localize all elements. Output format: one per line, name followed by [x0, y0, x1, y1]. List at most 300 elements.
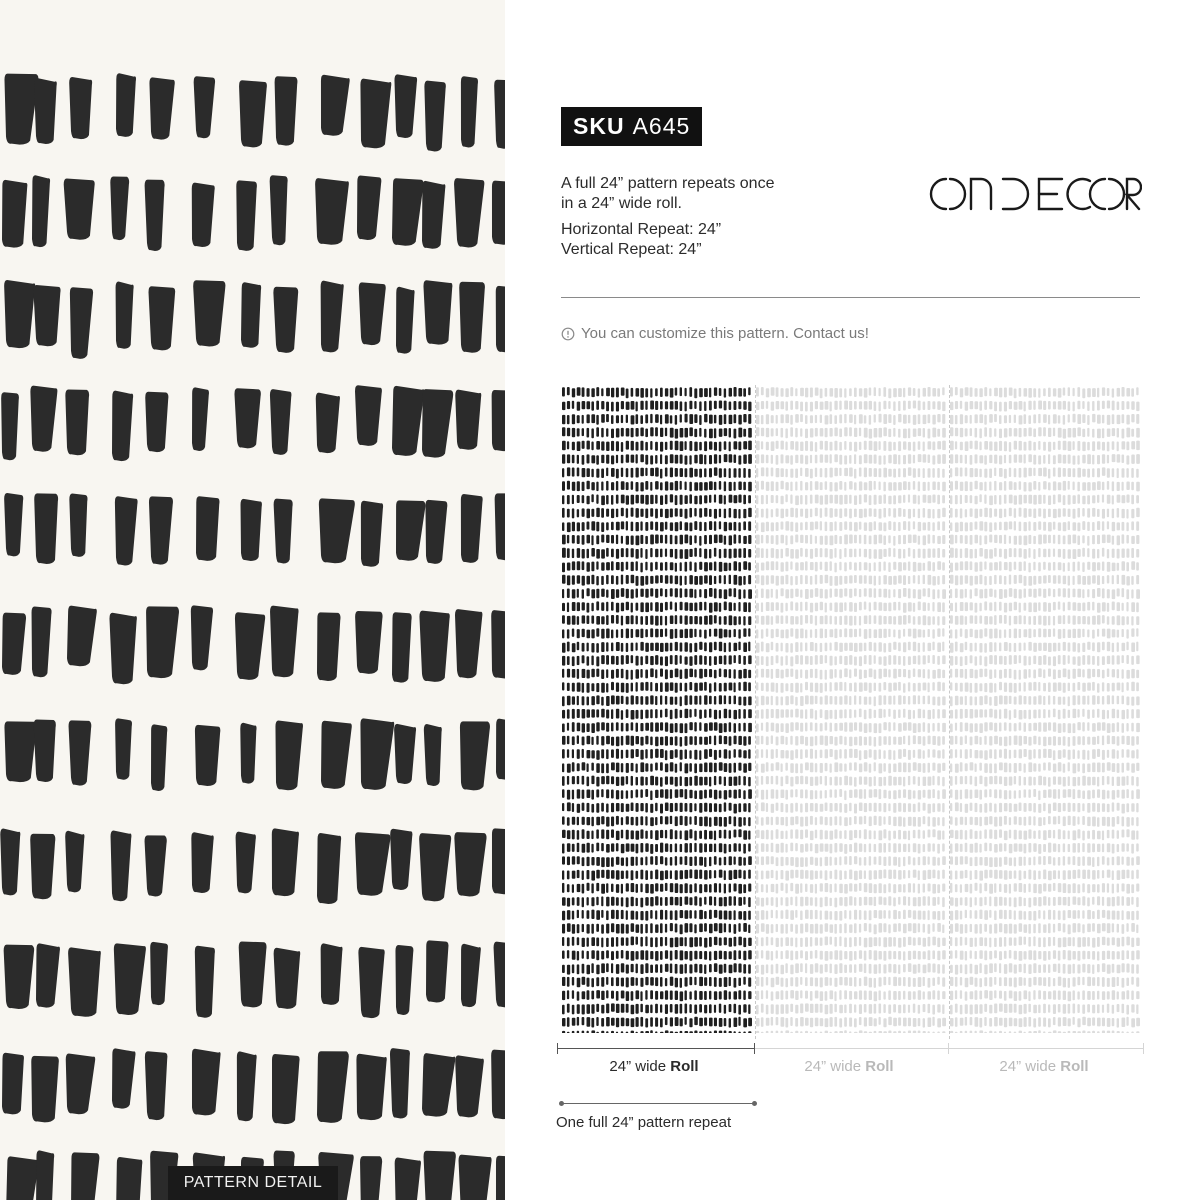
roll-pattern-mark — [776, 535, 779, 545]
roll-pattern-mark — [572, 575, 575, 584]
roll-pattern-mark — [680, 387, 682, 396]
pattern-mark — [496, 1156, 505, 1200]
roll-pattern-mark — [975, 441, 978, 450]
pattern-mark — [34, 493, 58, 564]
pattern-mark — [396, 287, 415, 354]
roll-pattern-mark — [888, 736, 891, 745]
roll-pattern-mark — [685, 414, 688, 423]
roll-pattern-mark — [820, 910, 822, 920]
roll-pattern-mark — [839, 777, 842, 786]
roll-pattern-mark — [689, 455, 691, 464]
roll-pattern-mark — [859, 643, 863, 652]
roll-pattern-mark — [1073, 482, 1075, 491]
roll-pattern-mark — [611, 937, 614, 947]
roll-pattern-mark — [795, 670, 798, 680]
roll-pattern-mark — [601, 884, 605, 894]
roll-pattern-mark — [582, 829, 585, 839]
roll-pattern-mark — [729, 388, 732, 397]
roll-pattern-mark — [719, 388, 722, 396]
roll-pattern-mark — [790, 910, 794, 920]
roll-pattern-mark — [714, 535, 718, 544]
roll-pattern-mark — [790, 924, 793, 932]
roll-pattern-mark — [714, 576, 716, 584]
roll-pattern-mark — [734, 387, 737, 397]
roll-pattern-mark — [1068, 696, 1070, 706]
roll-pattern-mark — [704, 549, 707, 559]
roll-pattern-mark — [849, 749, 853, 758]
roll-pattern-mark — [724, 870, 726, 880]
roll-pattern-mark — [743, 736, 746, 746]
roll-pattern-mark — [626, 643, 629, 652]
roll-pattern-mark — [694, 831, 697, 841]
roll-pattern-mark — [923, 669, 926, 678]
roll-pattern-mark — [606, 548, 609, 557]
roll-pattern-mark — [729, 750, 731, 759]
roll-pattern-mark — [825, 643, 828, 652]
roll-pattern-mark — [994, 602, 996, 612]
roll-pattern-mark — [994, 615, 997, 625]
roll-pattern-mark — [582, 776, 585, 785]
roll-pattern-mark — [923, 816, 926, 824]
roll-pattern-mark — [1073, 602, 1077, 610]
roll-pattern-mark — [839, 682, 842, 691]
roll-pattern-mark — [800, 938, 803, 947]
roll-pattern-mark — [650, 722, 653, 731]
roll-pattern-mark — [913, 938, 916, 946]
roll-pattern-mark — [1092, 468, 1094, 477]
pattern-mark — [2, 180, 27, 248]
roll-pattern-mark — [606, 615, 609, 625]
roll-pattern-mark — [655, 763, 658, 771]
roll-pattern-mark — [849, 844, 852, 852]
roll-pattern-mark — [724, 937, 727, 945]
roll-pattern-mark — [616, 722, 619, 731]
roll-pattern-mark — [699, 803, 702, 813]
roll-pattern-mark — [1038, 562, 1041, 571]
roll-pattern-mark — [918, 817, 921, 827]
roll-pattern-mark — [854, 816, 857, 824]
roll-pattern-mark — [645, 536, 648, 544]
roll-pattern-mark — [606, 763, 609, 773]
roll-pattern-mark — [645, 749, 647, 758]
roll-pattern-mark — [888, 455, 891, 464]
roll-pattern-mark — [898, 495, 901, 503]
roll-pattern-mark — [689, 414, 693, 424]
roll-pattern-mark — [655, 481, 659, 489]
roll-pattern-mark — [942, 642, 944, 652]
roll-pattern-mark — [1014, 589, 1017, 598]
roll-pattern-mark — [785, 401, 788, 410]
roll-pattern-mark — [1058, 710, 1061, 720]
roll-pattern-mark — [820, 776, 822, 784]
roll-pattern-mark — [834, 535, 837, 544]
roll-pattern-mark — [606, 590, 608, 598]
roll-pattern-mark — [937, 602, 941, 612]
roll-pattern-mark — [810, 857, 814, 865]
roll-pattern-mark — [1077, 387, 1080, 397]
roll-pattern-mark — [1122, 710, 1126, 719]
roll-pattern-mark — [660, 682, 663, 692]
roll-pattern-mark — [756, 535, 760, 545]
roll-pattern-mark — [611, 723, 614, 732]
roll-pattern-mark — [790, 508, 794, 517]
roll-pattern-mark — [616, 763, 620, 773]
roll-pattern-mark — [950, 508, 953, 518]
roll-pattern-mark — [883, 401, 886, 409]
roll-pattern-mark — [577, 455, 579, 464]
roll-pattern-mark — [748, 736, 751, 745]
roll-pattern-mark — [738, 736, 742, 745]
roll-pattern-mark — [601, 496, 605, 506]
roll-pattern-mark — [834, 710, 837, 720]
roll-pattern-mark — [999, 561, 1002, 570]
roll-pattern-mark — [825, 522, 828, 532]
roll-pattern-mark — [650, 937, 653, 947]
roll-pattern-mark — [577, 843, 580, 852]
roll-pattern-mark — [771, 910, 773, 918]
roll-pattern-mark — [932, 697, 935, 706]
roll-pattern-mark — [994, 388, 998, 397]
roll-pattern-mark — [785, 469, 787, 478]
roll-pattern-mark — [854, 428, 857, 437]
roll-pattern-mark — [577, 387, 581, 396]
roll-pattern-mark — [694, 655, 697, 665]
roll-pattern-mark — [918, 777, 920, 786]
roll-pattern-mark — [1122, 629, 1124, 637]
roll-pattern-mark — [785, 844, 787, 853]
roll-pattern-mark — [616, 910, 619, 919]
roll-pattern-mark — [621, 750, 623, 759]
roll-pattern-mark — [1063, 683, 1066, 693]
roll-pattern-mark — [738, 442, 741, 451]
roll-pattern-mark — [1004, 481, 1006, 491]
roll-pattern-mark — [869, 481, 872, 491]
roll-pattern-mark — [1024, 696, 1027, 704]
roll-pattern-mark — [830, 508, 833, 518]
roll-pattern-mark — [650, 562, 653, 571]
roll-pattern-mark — [719, 710, 721, 719]
roll-pattern-mark — [748, 628, 750, 636]
roll-pattern-mark — [923, 856, 926, 865]
roll-pattern-mark — [734, 924, 737, 934]
roll-pattern-mark — [937, 870, 940, 879]
roll-pattern-mark — [800, 1004, 803, 1014]
roll-pattern-mark — [942, 469, 945, 478]
roll-pattern-mark — [893, 683, 897, 691]
roll-pattern-mark — [1019, 508, 1022, 517]
roll-pattern-mark — [685, 589, 688, 598]
roll-pattern-mark — [785, 656, 787, 666]
roll-pattern-mark — [859, 616, 861, 626]
roll-pattern-mark — [660, 454, 662, 464]
roll-pattern-mark — [631, 870, 634, 880]
roll-pattern-mark — [572, 736, 575, 745]
roll-pattern-mark — [834, 468, 838, 476]
roll-pattern-mark — [577, 749, 580, 759]
roll-pattern-mark — [955, 481, 958, 490]
roll-pattern-mark — [830, 937, 833, 945]
roll-pattern-mark — [1038, 535, 1042, 545]
roll-pattern-mark — [965, 535, 968, 544]
roll-pattern-mark — [805, 495, 807, 505]
roll-pattern-mark — [1063, 522, 1067, 531]
roll-pattern-mark — [975, 683, 978, 693]
roll-pattern-mark — [1102, 696, 1104, 705]
roll-pattern-mark — [898, 388, 902, 397]
roll-pattern-mark — [582, 522, 585, 531]
roll-pattern-mark — [738, 682, 740, 691]
roll-pattern-mark — [800, 562, 804, 570]
roll-pattern-mark — [844, 414, 846, 423]
roll-pattern-mark — [748, 670, 751, 678]
roll-pattern-mark — [675, 764, 678, 773]
roll-pattern-mark — [1126, 616, 1129, 624]
roll-pattern-mark — [650, 427, 653, 436]
roll-pattern-mark — [616, 1032, 618, 1033]
roll-pattern-mark — [1117, 615, 1121, 625]
roll-pattern-mark — [743, 911, 746, 920]
roll-pattern-mark — [719, 562, 723, 572]
roll-pattern-mark — [869, 629, 872, 639]
roll-pattern-mark — [790, 883, 793, 891]
roll-pattern-mark — [928, 736, 931, 745]
roll-pattern-mark — [704, 508, 707, 517]
roll-pattern-mark — [729, 549, 732, 559]
roll-pattern-mark — [932, 682, 934, 691]
pattern-mark — [68, 947, 101, 1016]
roll-pattern-mark — [825, 977, 829, 986]
roll-pattern-mark — [859, 924, 861, 933]
roll-pattern-mark — [743, 669, 747, 678]
roll-pattern-mark — [670, 697, 673, 705]
roll-pattern-mark — [689, 951, 692, 961]
roll-pattern-mark — [734, 830, 737, 838]
roll-pattern-mark — [699, 482, 702, 491]
roll-pattern-mark — [670, 415, 673, 423]
roll-pattern-mark — [790, 561, 792, 569]
roll-pattern-mark — [1033, 481, 1036, 490]
roll-pattern-mark — [743, 776, 746, 785]
roll-pattern-mark — [1107, 695, 1110, 704]
roll-pattern-mark — [825, 749, 828, 758]
roll-pattern-mark — [748, 589, 752, 599]
roll-pattern-mark — [1097, 709, 1100, 718]
roll-pattern-mark — [844, 817, 848, 826]
pattern-mark — [317, 833, 341, 904]
roll-pattern-mark — [1014, 495, 1017, 504]
roll-pattern-mark — [743, 602, 747, 612]
roll-pattern-mark — [611, 951, 614, 960]
roll-pattern-mark — [928, 830, 931, 838]
roll-pattern-mark — [999, 388, 1002, 398]
roll-pattern-mark — [704, 562, 708, 571]
roll-pattern-mark — [888, 791, 891, 800]
roll-pattern-mark — [621, 521, 624, 529]
roll-pattern-mark — [562, 669, 564, 678]
roll-pattern-mark — [785, 897, 788, 906]
roll-pattern-mark — [631, 536, 634, 545]
roll-pattern-mark — [965, 669, 967, 679]
roll-pattern-mark — [913, 589, 916, 598]
roll-pattern-mark — [665, 750, 668, 760]
roll-pattern-mark — [979, 548, 983, 557]
roll-pattern-mark — [790, 789, 793, 797]
roll-pattern-mark — [960, 508, 963, 518]
roll-pattern-mark — [626, 977, 629, 987]
roll-pattern-mark — [869, 588, 872, 597]
roll-pattern-mark — [918, 884, 920, 894]
roll-pattern-mark — [820, 750, 823, 758]
roll-pattern-mark — [950, 387, 953, 396]
roll-pattern-mark — [611, 870, 615, 879]
roll-pattern-mark — [1117, 642, 1119, 652]
roll-pattern-mark — [898, 737, 902, 745]
roll-pattern-mark — [849, 575, 853, 583]
roll-pattern-mark — [781, 990, 784, 1000]
roll-pattern-mark — [655, 777, 658, 786]
roll-pattern-mark — [790, 576, 793, 585]
roll-pattern-mark — [685, 897, 689, 905]
roll-pattern-mark — [694, 816, 697, 825]
roll-pattern-mark — [1014, 575, 1017, 584]
roll-pattern-mark — [743, 977, 746, 985]
roll-pattern-mark — [820, 428, 824, 436]
roll-pattern-mark — [849, 643, 853, 651]
roll-pattern-mark — [660, 657, 663, 666]
roll-pattern-mark — [859, 455, 862, 464]
roll-pattern-mark — [591, 548, 595, 557]
roll-pattern-mark — [815, 777, 819, 786]
roll-pattern-mark — [950, 535, 954, 545]
roll-pattern-mark — [650, 965, 653, 973]
roll-pattern-mark — [908, 803, 911, 812]
pattern-mark — [69, 720, 92, 785]
roll-pattern-mark — [965, 548, 968, 558]
roll-pattern-mark — [591, 763, 594, 771]
roll-pattern-mark — [908, 467, 912, 476]
pattern-detail-label: PATTERN DETAIL — [168, 1166, 338, 1200]
roll-pattern-mark — [699, 924, 703, 933]
roll-pattern-mark — [883, 884, 886, 893]
roll-pattern-mark — [805, 429, 808, 439]
roll-pattern-mark — [636, 616, 638, 625]
roll-pattern-mark — [655, 964, 658, 973]
roll-pattern-mark — [1097, 521, 1100, 530]
pattern-mark — [149, 77, 174, 139]
roll-pattern-mark — [572, 871, 576, 879]
roll-pattern-mark — [975, 388, 978, 397]
roll-pattern-mark — [781, 777, 784, 787]
roll-pattern-mark — [790, 427, 793, 437]
roll-pattern-mark — [854, 951, 857, 960]
roll-pattern-mark — [734, 655, 736, 663]
roll-pattern-mark — [874, 670, 877, 680]
roll-pattern-mark — [883, 695, 886, 704]
roll-pattern-mark — [834, 521, 836, 530]
roll-pattern-mark — [834, 911, 837, 920]
roll-pattern-mark — [859, 669, 862, 679]
customize-notice[interactable] — [561, 325, 869, 342]
roll-pattern-mark — [1092, 495, 1095, 503]
roll-pattern-mark — [999, 429, 1002, 439]
roll-pattern-mark — [631, 683, 633, 692]
roll-pattern-mark — [771, 696, 773, 705]
roll-pattern-mark — [680, 481, 682, 490]
roll-pattern-mark — [743, 643, 747, 653]
roll-pattern-mark — [567, 937, 570, 946]
roll-pattern-mark — [640, 777, 643, 786]
roll-pattern-mark — [567, 454, 570, 463]
pattern-mark — [192, 1049, 221, 1116]
roll-pattern-mark — [854, 695, 856, 704]
roll-pattern-mark — [756, 522, 758, 531]
roll-pattern-mark — [756, 830, 760, 838]
roll-pattern-mark — [790, 628, 793, 637]
roll-pattern-mark — [849, 910, 851, 919]
roll-pattern-mark — [689, 1018, 692, 1027]
roll-pattern-mark — [699, 951, 702, 959]
roll-pattern-mark — [913, 695, 916, 704]
roll-pattern-mark — [965, 481, 968, 491]
roll-pattern-mark — [675, 1017, 679, 1026]
roll-pattern-mark — [689, 427, 693, 436]
roll-pattern-mark — [771, 897, 774, 906]
roll-pattern-mark — [665, 924, 667, 933]
roll-pattern-mark — [913, 481, 915, 490]
roll-pattern-mark — [756, 776, 759, 786]
roll-pattern-mark — [606, 938, 609, 947]
roll-pattern-mark — [820, 1032, 823, 1033]
roll-pattern-mark — [670, 803, 673, 812]
roll-pattern-mark — [830, 978, 832, 986]
roll-pattern-mark — [893, 388, 897, 397]
roll-pattern-mark — [879, 923, 883, 933]
roll-pattern-mark — [756, 951, 759, 959]
roll-pattern-mark — [908, 401, 911, 409]
roll-pattern-mark — [795, 843, 798, 851]
roll-pattern-mark — [748, 763, 751, 771]
roll-pattern-mark — [1009, 629, 1011, 638]
roll-pattern-mark — [979, 535, 981, 545]
roll-pattern-mark — [606, 830, 609, 840]
roll-pattern-mark — [1117, 508, 1120, 518]
roll-pattern-mark — [781, 897, 783, 905]
roll-pattern-mark — [631, 817, 634, 825]
roll-pattern-mark — [923, 402, 926, 411]
roll-pattern-mark — [596, 495, 598, 504]
roll-pattern-mark — [805, 415, 808, 424]
roll-pattern-mark — [1126, 522, 1128, 531]
roll-pattern-mark — [999, 682, 1002, 690]
roll-pattern-mark — [1136, 670, 1139, 678]
roll-pattern-mark — [709, 1018, 713, 1027]
roll-pattern-mark — [626, 951, 629, 960]
roll-pattern-mark — [640, 642, 643, 651]
roll-pattern-mark — [859, 495, 862, 505]
roll-pattern-mark — [864, 522, 867, 531]
roll-pattern-mark — [694, 508, 696, 517]
roll-pattern-mark — [670, 670, 673, 678]
roll-pattern-mark — [1004, 683, 1007, 692]
roll-pattern-mark — [724, 695, 726, 704]
roll-pattern-mark — [849, 388, 852, 396]
roll-pattern-mark — [854, 522, 858, 531]
roll-pattern-mark — [577, 468, 580, 477]
roll-pattern-mark — [734, 1031, 736, 1033]
roll-pattern-mark — [1033, 495, 1037, 505]
roll-pattern-mark — [805, 910, 809, 919]
roll-pattern-mark — [645, 1031, 649, 1033]
